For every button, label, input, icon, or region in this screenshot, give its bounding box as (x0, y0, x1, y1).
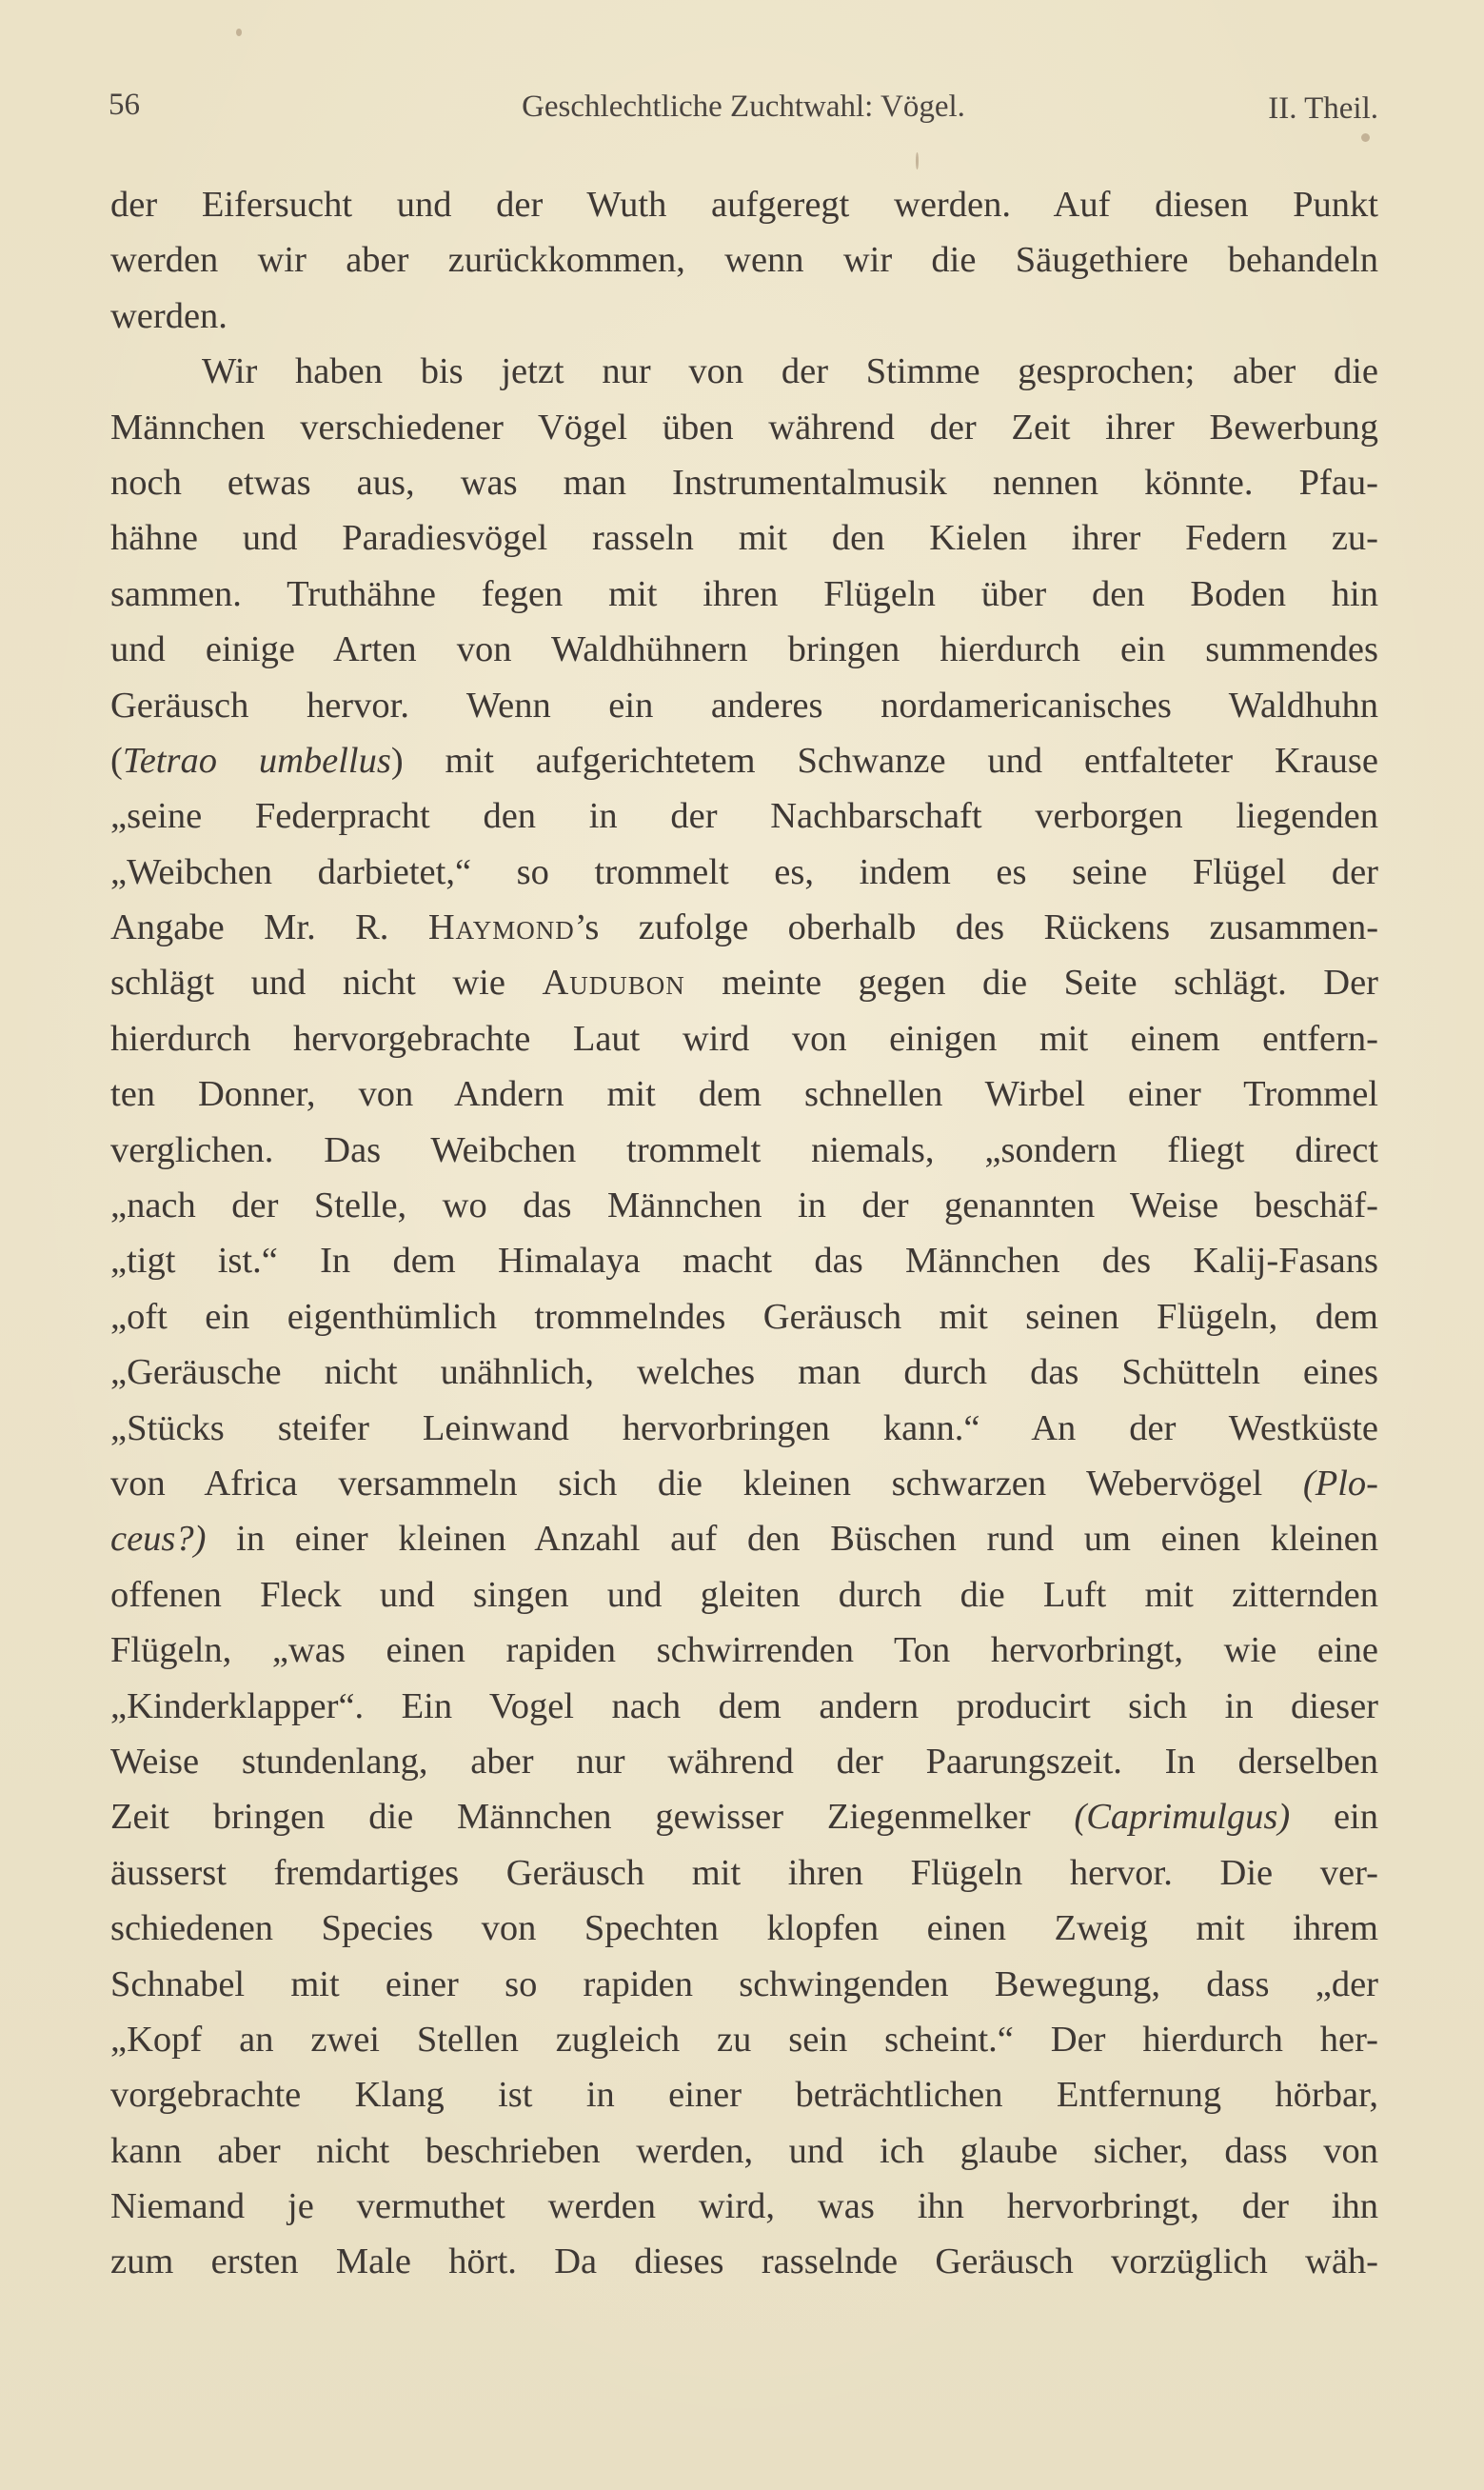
text-line: „Weibchen darbietet,“ so trommelt es, indem es seine Flügel der (110, 851, 1378, 892)
text-line: werden wir aber zurückkommen, wenn wir die Säugethiere behandeln (110, 240, 1378, 281)
text-line: von Africa versammeln sich die kleinen schwarzen Webervögel (Plo- (110, 1463, 1378, 1504)
text-line: „seine Federpracht den in der Nachbarschaft verborgen liegenden (110, 796, 1378, 837)
species-name: Tetrao umbellus (122, 740, 391, 781)
page-header (109, 88, 1378, 145)
text-line: „tigt ist.“ In dem Himalaya macht das Männchen des Kalij-Fasans (110, 1241, 1378, 1282)
part-label: II. Theil. (1268, 91, 1378, 126)
text-line: „Kinderklapper“. Ein Vogel nach dem andern producirt sich in dieser (110, 1685, 1378, 1726)
text-line: „nach der Stelle, wo das Männchen in der genannten Weise beschäf- (110, 1185, 1378, 1226)
text-line: ceus?) in einer kleinen Anzahl auf den Büschen rund um einen kleinen (110, 1519, 1378, 1560)
text-line: „oft ein eigenthümlich trommelndes Geräusch mit seinen Flügeln, dem (110, 1296, 1378, 1337)
text-line: verglichen. Das Weibchen trommelt niemals, „sondern fliegt direct (110, 1129, 1378, 1170)
paper-blemish (916, 152, 919, 169)
text-line: offenen Fleck und singen und gleiten durch die Luft mit zitternden (110, 1574, 1378, 1615)
text-line: Wir haben bis jetzt nur von der Stimme gesprochen; aber die (202, 351, 1378, 392)
text-line: Weise stundenlang, aber nur während der Paarungszeit. In derselben (110, 1741, 1378, 1782)
text-line: und einige Arten von Waldhühnern bringen hierdurch ein summendes (110, 629, 1378, 670)
text-line: vorgebrachte Klang ist in einer beträchtlichen Entfernung hörbar, (110, 2075, 1378, 2116)
text-line: der Eifersucht und der Wuth aufgeregt werden. Auf diesen Punkt (110, 185, 1378, 225)
text-line: zum ersten Male hört. Da dieses rasselnde Geräusch vorzüglich wäh- (110, 2241, 1378, 2282)
text-line: äusserst fremdartiges Geräusch mit ihren Flügeln hervor. Die ver- (110, 1852, 1378, 1893)
text-line: „Kopf an zwei Stellen zugleich zu sein scheint.“ Der hierdurch her- (110, 2019, 1378, 2060)
text-line: kann aber nicht beschrieben werden, und ich glaube sicher, dass von (110, 2130, 1378, 2171)
species-name: ceus?) (110, 1519, 207, 1560)
text-line: noch etwas aus, was man Instrumentalmusik nennen könnte. Pfau- (110, 462, 1378, 503)
species-name: (Caprimulgus) (1074, 1797, 1291, 1838)
species-name: (Plo- (1302, 1463, 1378, 1504)
text-line: schiedenen Species von Spechten klopfen einen Zweig mit ihrem (110, 1908, 1378, 1949)
text-line: Männchen verschiedener Vögel üben während der Zeit ihrer Bewerbung (110, 407, 1378, 448)
body-text (110, 177, 1378, 2290)
text-line: ten Donner, von Andern mit dem schnellen Wirbel einer Trommel (110, 1074, 1378, 1115)
text-line: „Geräusche nicht unähnlich, welches man durch das Schütteln eines (110, 1352, 1378, 1393)
text-line: Niemand je vermuthet werden wird, was ihn hervorbringt, der ihn (110, 2186, 1378, 2227)
running-title: Geschlechtliche Zuchtwahl: Vögel. (522, 90, 965, 124)
text-line: Zeit bringen die Männchen gewisser Ziegenmelker (Caprimulgus) ein (110, 1797, 1378, 1838)
text-line: Angabe Mr. R. Haymond’s zufolge oberhalb des Rückens zusammen- (110, 907, 1379, 948)
paper-blemish (1361, 133, 1370, 142)
text-line: hierdurch hervorgebrachte Laut wird von einigen mit einem entfern- (110, 1018, 1378, 1059)
text-line: schlägt und nicht wie Audubon meinte gegen die Seite schlägt. Der (110, 963, 1378, 1004)
text-line: „Stücks steifer Leinwand hervorbringen kann.“ An der Westküste (110, 1407, 1378, 1448)
text-line: werden. (110, 295, 228, 336)
paper-blemish (236, 29, 242, 36)
text-line: Geräusch hervor. Wenn ein anderes nordamericanisches Waldhuhn (110, 685, 1378, 726)
page-number: 56 (109, 88, 140, 122)
text-line: hähne und Paradiesvögel rasseln mit den Kielen ihrer Federn zu- (110, 518, 1378, 559)
text-line: (Tetrao umbellus) mit aufgerichtetem Schwanze und entfalteter Krause (110, 740, 1378, 781)
text-line: Flügeln, „was einen rapiden schwirrenden Ton hervorbringt, wie eine (110, 1630, 1378, 1671)
author-name: Haymond (427, 907, 575, 948)
text-line: Schnabel mit einer so rapiden schwingenden Bewegung, dass „der (110, 1963, 1378, 2004)
author-name: Audubon (542, 963, 685, 1004)
text-line: sammen. Truthähne fegen mit ihren Flügeln über den Boden hin (110, 573, 1378, 614)
